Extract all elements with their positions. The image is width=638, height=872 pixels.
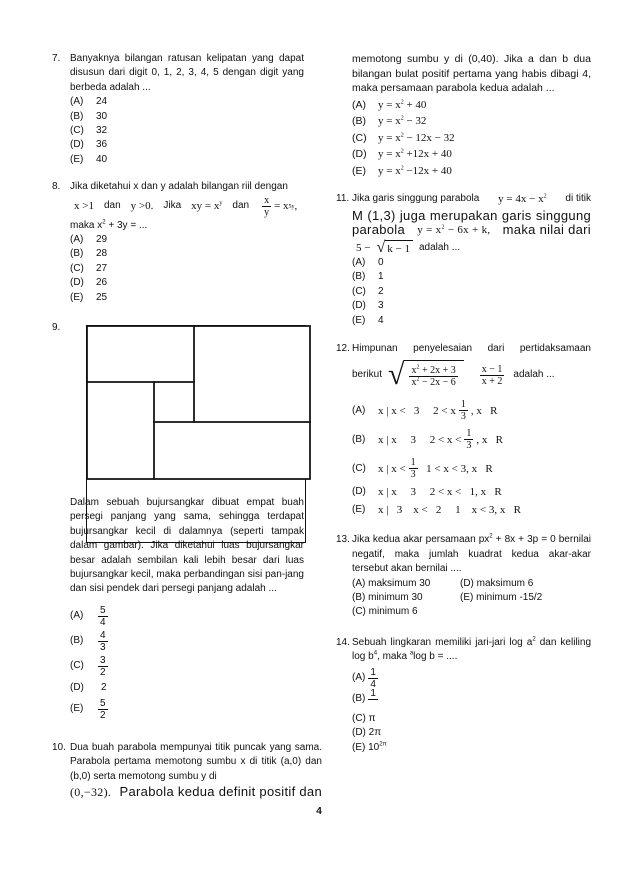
fraction-denominator: 4 [370,678,376,690]
option [352,256,591,270]
squares-diagram [86,325,312,481]
text-c: di titik [565,193,591,205]
fraction-denominator: 4 [100,617,106,628]
question-number: 12. [336,342,350,354]
option-e-base: (E) 10 [352,741,380,753]
text-d: maka nilai dari [502,222,591,238]
option-label: (C) [352,285,366,297]
option-label: (B) [70,635,84,647]
option [352,501,591,519]
options-list [352,98,591,181]
exp-1: 2 [532,636,536,643]
text-c: , maka [377,651,410,663]
equation-1 [191,199,222,213]
equation [498,192,546,206]
set-pre: x | x < 3 2 < x [378,404,456,417]
line-2 [352,360,591,390]
option [70,262,304,276]
option [70,110,304,124]
equation-2-rhs: = x [274,200,289,213]
option-a [352,667,591,690]
option-value: 26 [96,277,108,289]
set-post: 1 < x < 3, x R [420,462,493,475]
option [352,454,591,483]
option-fraction [98,605,108,628]
n-rest: + 2x + 3 [419,364,456,376]
option-label: (A) [70,610,84,622]
option-label: (C) [352,462,366,474]
question-number: 10. [52,742,66,753]
equation-exp: 2 [400,148,404,155]
set-pre: x | x 3 2 < x < [378,433,462,446]
option-equation [378,114,426,131]
question-text-last [70,785,322,799]
fraction-2 [480,364,505,387]
option-label: (B) [352,115,366,128]
option-value: 0 [378,256,384,268]
fraction-denominator: 3 [460,411,466,423]
question-ask [70,219,304,233]
fraction-numerator: 1 [410,457,416,469]
option-label: (D) [70,277,84,289]
fraction-denominator: 2 [100,710,106,721]
radicand: k − 1 [385,240,413,256]
fraction-denominator: 3 [466,440,472,452]
option-equation [378,131,455,148]
text-a: Jika kedua akar persamaan px [352,534,490,546]
fraction [262,195,271,218]
question-11 [336,192,591,328]
conj-dan: dan [103,200,121,212]
options-list [70,95,304,167]
option [352,396,591,425]
question-number: 13. [336,534,350,546]
fraction-numerator: x [264,195,270,207]
fraction-numerator: 4 [100,630,106,641]
option-left: (A) maksimum 30 [352,577,431,589]
option-e-exp: 2π [379,741,387,748]
last-text: Parabola kedua definit positif dan [119,784,322,800]
question-text: Dua buah parabola mempunyai titik puncak yang sama. Parabola pertama memotong sumbu x di titik (a,0) dan (b,0) serta memotong sumbu y di [70,742,322,782]
fraction-1-numerator [409,365,457,377]
exp-3: a [409,650,414,657]
conj-jika: Jika [163,200,182,212]
point: (0,−32). [70,785,112,800]
question-8 [52,180,304,305]
question-10-continued [336,52,591,180]
option [70,291,304,305]
question-number: 7. [52,53,61,64]
text-b: + 8x + 3p = 0 bernilai negatif, maka jumlah kuadrat kedua akar-akar tersebut akan bernilai .... [352,534,591,575]
option-fraction [98,630,108,653]
equation-base: y = x [378,164,401,177]
option-equation [378,98,426,115]
ask-exp: 2 [102,219,106,226]
text-a: Sebuah lingkaran memiliki jari-jari log a [352,636,533,648]
option [352,131,591,148]
option-value: 4 [378,314,384,326]
fraction-1-denominator [411,377,455,388]
condition-line [74,195,304,219]
option-value: 40 [96,153,108,165]
question-10 [52,741,322,800]
option [70,604,190,629]
option-label: (E) [352,504,366,516]
fraction-numerator: 1 [466,428,472,440]
equation-exp: 2 [441,224,445,231]
equation-1-base: xy = x [191,200,220,213]
equation-base: y = 4x − x [498,193,544,206]
equation-1-exp: y [219,200,223,207]
option-fraction [98,698,108,721]
fraction-denominator: 3 [410,469,416,481]
equation-rest: − 6x + k, [444,224,491,237]
option-fraction [98,655,108,678]
text-a: parabola [352,222,405,238]
equation-rest: +12x + 40 [403,148,452,161]
option [352,164,591,181]
equation [417,223,490,237]
option-label: (C) [70,660,84,672]
option-label: (C) [70,262,84,274]
right-column [336,52,591,755]
option-set [378,457,493,480]
option [352,270,591,284]
equation-base: y = x [378,98,401,111]
text-d: log b = .... [413,651,458,663]
option-value: 36 [96,139,108,151]
question-text [352,636,591,665]
text-b: adalah ... [418,241,461,253]
option-fraction [368,667,378,690]
option-equation [378,164,452,181]
question-text-cont: memotong sumbu y di (0,40). Jika a dan b dua bilangan bulat positif pertama yang habis dibagi 4, maka persamaan parabola kedua adalah ... [352,53,591,95]
radicand [404,360,463,390]
equation-rest: −12x + 40 [403,164,452,177]
option-value: 28 [96,248,108,260]
question-7 [52,52,304,167]
question-number: 9. [52,322,61,334]
option [352,314,591,328]
option [70,124,304,138]
option-label: (A) [352,256,366,268]
equation-2: $\frac{x}{y}$ = x 5y , [264,195,298,219]
set-fraction [464,428,473,451]
d-base: x [411,376,417,388]
comma: , [294,200,298,213]
square-root [376,240,413,256]
condition-2: y >0. [130,200,154,213]
option [352,285,591,299]
option-value: 1 [378,271,384,283]
option-label: (A) [352,671,366,683]
option-value: 2 [378,285,384,297]
option-value: 25 [96,291,108,303]
option-label: (C) [70,125,84,137]
fraction-2-numerator: x − 1 [481,363,503,375]
fraction-denominator: y [264,207,270,219]
equation-base: y = x [378,115,401,128]
text-a: Jika garis singgung parabola [352,193,480,205]
outer-square [87,326,310,479]
question-text: Banyaknya bilangan ratusan kelipatan yang dapat disusun dari digit 0, 1, 2, 3, 4, 5 dengan digit yang berbeda adalah ... [70,53,304,93]
set-post: , x R [470,404,498,417]
option-set [378,399,497,422]
option-left: (C) minimum 6 [352,606,418,618]
option-label: (B) [70,110,84,122]
square-root [388,360,464,390]
option-set [378,485,502,499]
text-b: dan keliling log b [352,636,592,663]
question-13 [336,533,591,619]
option-label: (E) [352,314,366,326]
question-text: Jika diketahui x dan y adalah bilangan riil dengan [70,181,288,193]
option [70,697,190,722]
equation-rest: − 32 [403,115,427,128]
equation-base: y = x [417,224,442,237]
equation-exp: 2 [400,115,404,122]
option-right: (D) maksimum 6 [460,577,534,589]
options-list [352,256,591,328]
question-number: 8. [52,181,61,193]
n-exp: 2 [416,364,420,371]
option [352,98,591,115]
option-label: (D) [70,681,84,693]
option-label: (E) [352,164,366,177]
option [352,147,591,164]
option-label: (B) [70,248,84,260]
condition-1: x >1 [74,200,94,213]
fraction-numerator: 3 [100,655,106,666]
n-base: x [411,364,417,376]
exp-2: 4 [373,650,378,657]
option [70,629,190,654]
option-label: (E) [70,291,84,303]
option-right: (E) minimum -15/2 [460,591,543,603]
page-number: 4 [316,806,322,817]
question-number: 11. [336,193,350,205]
equation-exp: 2 [400,165,404,172]
line-3 [352,223,591,237]
option-value: 29 [96,234,108,246]
line-1: Himpunan penyelesaian dari pertidaksamaan [352,342,591,354]
option-set [378,503,521,517]
set-post: , x R [476,433,503,446]
fraction-numerator: 1 [460,399,466,411]
option [70,679,190,697]
option [352,114,591,131]
option [352,299,591,313]
fraction-numerator: 5 [100,698,106,709]
options-grid [352,577,591,620]
option-row [352,591,591,605]
option-value: 3 [378,300,384,312]
option [70,233,304,247]
expr-pre: 5 − [356,241,371,254]
option-value: 2 [101,681,107,693]
equation-exp: 2 [400,99,404,106]
option-label: (C) [352,131,367,144]
option-value: 27 [96,262,108,274]
line-4 [356,240,591,256]
equation-base: y = x [378,148,401,161]
question-number: 14. [336,636,350,648]
equation-base: y = x [378,131,401,144]
option-label: (B) [352,433,366,445]
option [70,276,304,290]
option [352,483,591,501]
option-e [352,741,591,755]
option [70,138,304,152]
option-label: (B) [352,271,366,283]
conj-dan-2: dan [232,200,250,212]
option-row [352,605,591,619]
fraction-denominator: 2 [100,667,106,678]
fraction-numerator: 1 [370,666,376,678]
question-9-options [70,604,190,722]
option [70,153,304,167]
option [70,247,304,261]
ask-pre: maka x [70,219,103,231]
equation-exp: 2 [400,132,404,139]
set-pre: x | 3 x < 2 1 x < 3, x R [378,504,521,517]
question-text [352,533,591,576]
line-1 [352,192,591,206]
line-2: M (1,3) juga merupakan garis singgung [352,207,591,223]
question-12 [336,342,591,519]
set-fraction [459,399,468,422]
radical-sign: √ [376,238,386,256]
set-fraction [409,457,418,480]
fraction-1 [409,365,457,388]
option-value: 24 [96,96,108,108]
d-rest: − 2x − 6 [419,376,456,388]
text-adalah: adalah ... [513,369,555,381]
option-value: 30 [96,110,108,122]
options-list [352,396,591,519]
set-pre: x | x 3 2 < x < 1, x R [378,486,502,499]
option [70,654,190,679]
option-fraction [368,688,378,700]
option-label: (B) [352,692,366,704]
option-row [352,577,591,591]
d-exp: 2 [416,376,420,383]
option-label: (A) [352,98,366,111]
equation-rest: + 40 [403,98,427,111]
option-d: (D) 2π [352,727,382,739]
option-label: (D) [352,148,367,161]
options-list [70,233,304,305]
option-label: (E) [70,703,84,715]
equation-exp: 2 [543,193,547,200]
fraction-numerator: 5 [100,605,106,616]
option-equation [378,147,452,164]
option [70,95,304,109]
ask-post: + 3y = ... [105,219,148,231]
exp: 2 [489,534,493,541]
option [352,425,591,454]
option-label: (E) [70,153,84,165]
option-set [378,428,503,451]
radical-sign: √ [388,358,405,392]
equation-rest: − 12x − 32 [403,131,455,144]
option-left: (B) minimum 30 [352,591,423,603]
question-9-text: Dalam sebuah bujursangkar dibuat empat buah persegi panjang yang sama, sehingga terdapat bujursangkar kecil di dalamnya (seperti tampak dalam gambar). Jika diketahui luas bujursangkar besar adalah sembilan kali lebih besar dari luas bujursangkar kecil, maka perbandingan sisi pan-jang dan sisi pendek dari persegi panjang adalah ... [70,497,304,595]
option-label: (D) [352,300,366,312]
option-label: (A) [352,404,366,416]
fraction-numerator: 1 [370,687,376,699]
option-label: (D) [352,486,366,498]
question-14 [336,636,591,755]
set-pre: x | x < [378,462,406,475]
fraction-2-denominator: x + 2 [481,375,503,387]
fraction-denominator: 3 [100,642,106,653]
option-c: (C) π [352,713,376,724]
option-value: 32 [96,125,108,137]
text-berikut: berikut [352,369,383,381]
option-label: (D) [70,139,84,151]
option-label: (A) [70,96,84,108]
option-b [352,687,591,706]
option-label: (A) [70,234,84,246]
